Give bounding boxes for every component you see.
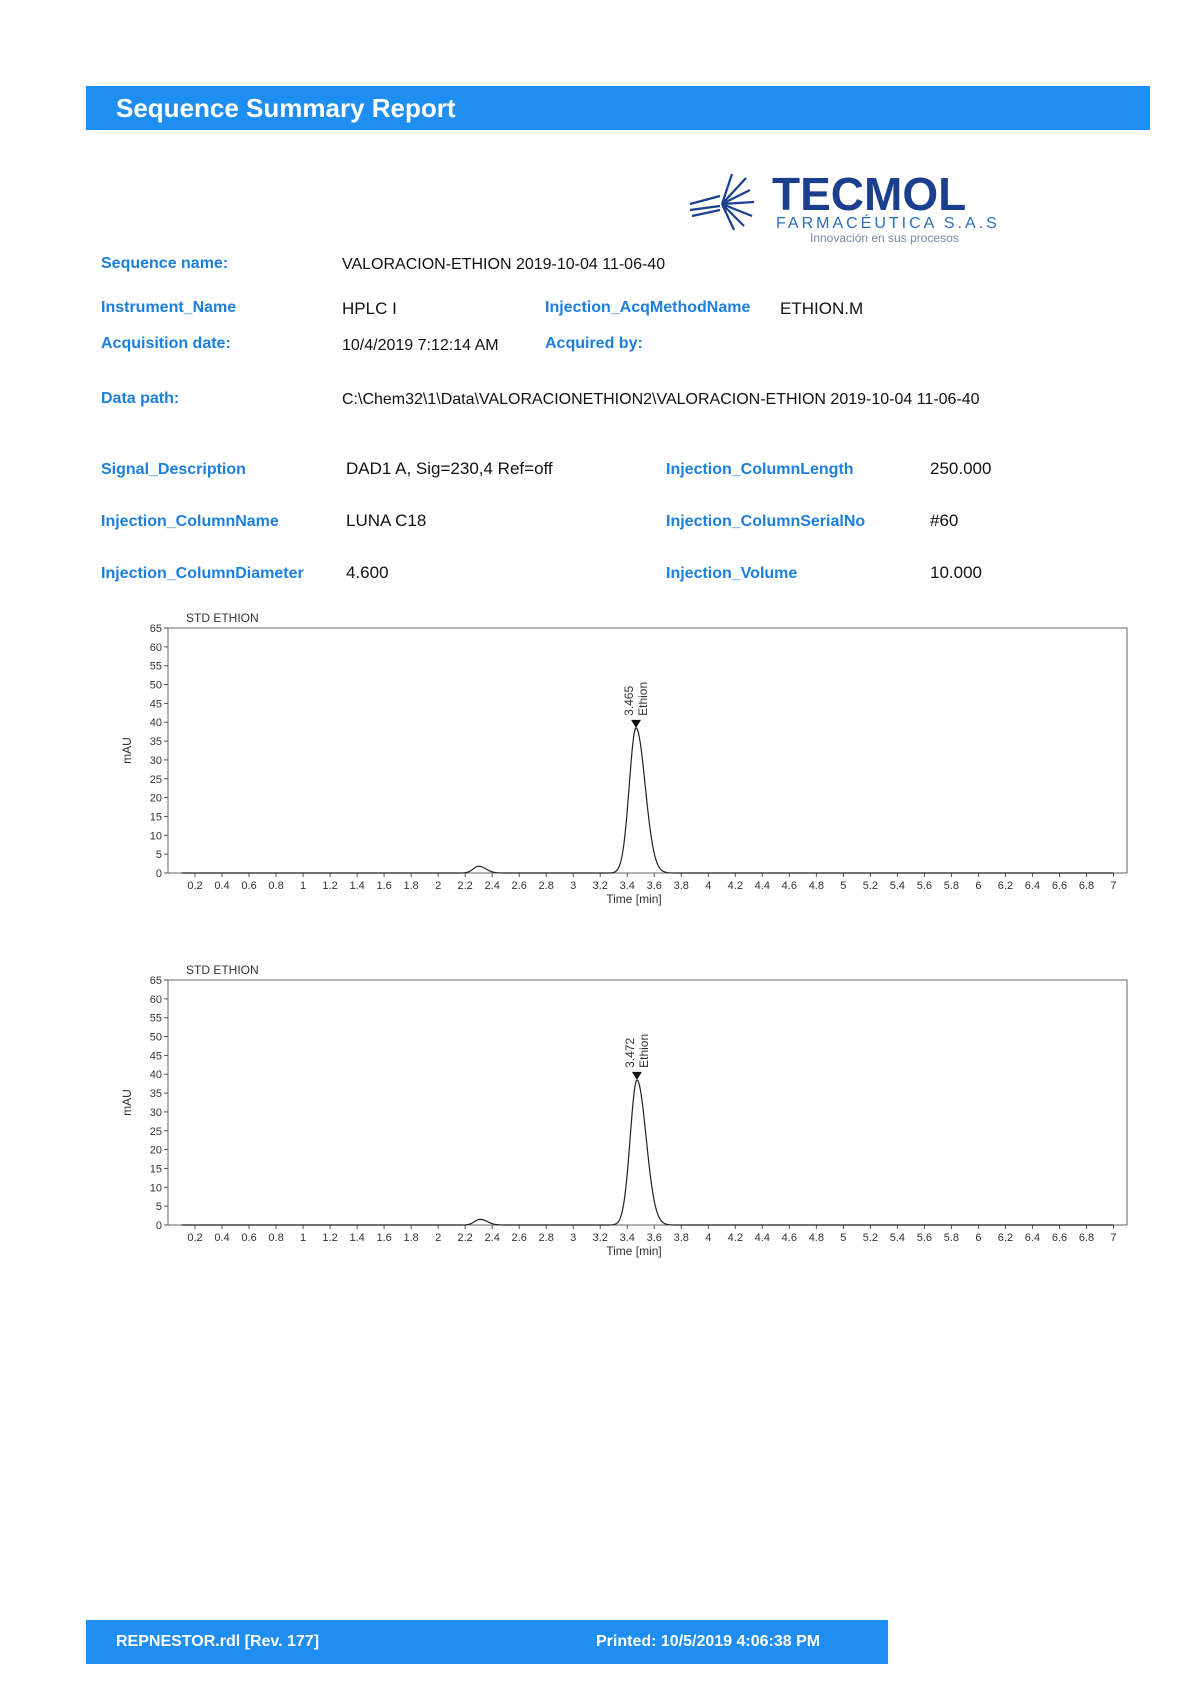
x-tick-label: 4.4 bbox=[754, 1232, 770, 1244]
x-tick-label: 4.6 bbox=[781, 880, 797, 892]
y-tick-label: 0 bbox=[155, 868, 162, 880]
report-header-bar bbox=[86, 86, 1150, 130]
signal-trace bbox=[182, 728, 1114, 873]
y-tick-label: 25 bbox=[149, 1125, 162, 1138]
peak-marker bbox=[631, 720, 641, 728]
y-tick-label: 55 bbox=[149, 1012, 162, 1025]
printed-timestamp: Printed: 10/5/2019 4:06:38 PM bbox=[596, 1633, 821, 1650]
column-name-label: Injection_ColumnName bbox=[101, 513, 279, 530]
x-tick-label: 6.6 bbox=[1051, 880, 1068, 892]
x-tick-label: 5.2 bbox=[862, 880, 879, 892]
x-tick-label: 5.4 bbox=[889, 1232, 906, 1244]
x-tick-label: 4.4 bbox=[754, 880, 770, 892]
peak-name-label: Ethion bbox=[636, 681, 651, 716]
acquired-by-label: Acquired by: bbox=[545, 335, 643, 352]
x-tick-label: 0.4 bbox=[214, 1232, 230, 1244]
x-tick-label: 5.8 bbox=[943, 880, 960, 892]
y-tick-label: 50 bbox=[149, 1031, 162, 1044]
x-tick-label: 6 bbox=[975, 880, 982, 892]
x-tick-label: 0.8 bbox=[268, 880, 284, 892]
x-tick-label: 2.2 bbox=[457, 1232, 473, 1244]
injection-volume-value: 10.000 bbox=[930, 563, 982, 582]
y-tick-label: 40 bbox=[149, 717, 162, 730]
x-tick-label: 2.4 bbox=[484, 1232, 500, 1244]
column-serial-value: #60 bbox=[930, 511, 959, 530]
instrument-name-value: HPLC I bbox=[342, 299, 397, 318]
y-tick-label: 60 bbox=[149, 993, 162, 1006]
x-tick-label: 7 bbox=[1110, 1232, 1117, 1244]
y-tick-label: 55 bbox=[149, 660, 162, 673]
x-tick-label: 1 bbox=[300, 1232, 307, 1244]
y-tick-label: 35 bbox=[149, 736, 162, 749]
peak-name-label: Ethion bbox=[636, 1033, 651, 1068]
chromatogram-1-svg bbox=[112, 608, 1136, 960]
x-tick-label: 1.8 bbox=[403, 880, 419, 892]
y-tick-label: 10 bbox=[149, 830, 162, 843]
x-tick-label: 6 bbox=[975, 1232, 982, 1244]
x-tick-label: 6.4 bbox=[1024, 880, 1041, 892]
data-path-label: Data path: bbox=[101, 390, 180, 407]
logo-subtitle-text: FARMACÉUTICA S.A.S bbox=[776, 215, 1000, 232]
x-tick-label: 2.6 bbox=[511, 1232, 527, 1244]
x-tick-label: 6.8 bbox=[1078, 880, 1095, 892]
peak-rt-label: 3.472 bbox=[622, 1037, 637, 1068]
x-tick-label: 4 bbox=[705, 1232, 712, 1244]
plot-frame bbox=[168, 628, 1127, 873]
x-tick-label: 3.2 bbox=[592, 880, 608, 892]
x-tick-label: 6.2 bbox=[997, 1232, 1014, 1244]
x-tick-label: 0.4 bbox=[214, 880, 230, 892]
column-name-value: LUNA C18 bbox=[346, 511, 427, 530]
x-tick-label: 5 bbox=[840, 1232, 847, 1244]
y-axis-label: mAU bbox=[119, 737, 134, 764]
x-tick-label: 4.6 bbox=[781, 1232, 797, 1244]
y-tick-label: 35 bbox=[149, 1088, 162, 1101]
y-tick-label: 40 bbox=[149, 1069, 162, 1082]
x-tick-label: 0.2 bbox=[187, 880, 203, 892]
x-tick-label: 2.2 bbox=[457, 880, 473, 892]
y-tick-label: 15 bbox=[149, 811, 162, 824]
x-tick-label: 1.2 bbox=[322, 1232, 338, 1244]
x-tick-label: 2.4 bbox=[484, 880, 500, 892]
x-axis-label: Time [min] bbox=[606, 892, 662, 906]
x-tick-label: 3 bbox=[570, 880, 577, 892]
logo-brand-text: TECMOL bbox=[772, 168, 967, 220]
plot-frame bbox=[168, 980, 1127, 1225]
x-tick-label: 7 bbox=[1110, 880, 1117, 892]
y-tick-label: 5 bbox=[155, 849, 162, 862]
y-tick-label: 30 bbox=[149, 754, 162, 767]
x-tick-label: 3.2 bbox=[592, 1232, 608, 1244]
x-tick-label: 6.4 bbox=[1024, 1232, 1041, 1244]
x-tick-label: 1.8 bbox=[403, 1232, 419, 1244]
report-title: Sequence Summary Report bbox=[116, 93, 456, 123]
x-tick-label: 5.8 bbox=[943, 1232, 960, 1244]
y-tick-label: 25 bbox=[149, 773, 162, 786]
x-tick-label: 1.4 bbox=[349, 880, 365, 892]
x-tick-label: 3.8 bbox=[673, 1232, 689, 1244]
column-length-label: Injection_ColumnLength bbox=[666, 461, 854, 478]
y-tick-label: 65 bbox=[149, 623, 162, 635]
x-tick-label: 0.6 bbox=[241, 880, 257, 892]
y-axis-label: mAU bbox=[119, 1089, 134, 1116]
x-tick-label: 6.2 bbox=[997, 880, 1014, 892]
x-tick-label: 2.8 bbox=[538, 880, 554, 892]
x-tick-label: 3.8 bbox=[673, 880, 689, 892]
peak-rt-label: 3.465 bbox=[622, 685, 637, 716]
x-tick-label: 5.6 bbox=[916, 880, 933, 892]
signal-trace bbox=[182, 1080, 1114, 1225]
x-tick-label: 4.2 bbox=[727, 1232, 743, 1244]
x-tick-label: 5.6 bbox=[916, 1232, 933, 1244]
chromatogram-2-svg bbox=[112, 960, 1136, 1312]
x-tick-label: 3.6 bbox=[646, 1232, 662, 1244]
x-tick-label: 3.4 bbox=[619, 880, 635, 892]
column-length-value: 250.000 bbox=[930, 459, 992, 478]
x-tick-label: 0.2 bbox=[187, 1232, 203, 1244]
x-tick-label: 1 bbox=[300, 880, 307, 892]
tecmol-logo-graphic bbox=[680, 166, 1110, 246]
chart-title: STD ETHION bbox=[186, 611, 259, 625]
company-logo bbox=[680, 166, 1110, 246]
injection-volume-label: Injection_Volume bbox=[666, 565, 798, 582]
y-tick-label: 45 bbox=[149, 1050, 162, 1063]
x-tick-label: 4.8 bbox=[808, 880, 824, 892]
y-tick-label: 10 bbox=[149, 1182, 162, 1195]
y-tick-label: 0 bbox=[155, 1220, 162, 1232]
acquisition-date-value: 10/4/2019 7:12:14 AM bbox=[342, 337, 499, 354]
y-tick-label: 30 bbox=[149, 1106, 162, 1119]
y-tick-label: 5 bbox=[155, 1201, 162, 1214]
x-tick-label: 1.6 bbox=[376, 1232, 392, 1244]
x-tick-label: 0.6 bbox=[241, 1232, 257, 1244]
y-tick-label: 45 bbox=[149, 698, 162, 711]
column-serial-label: Injection_ColumnSerialNo bbox=[666, 513, 866, 530]
acq-method-label: Injection_AcqMethodName bbox=[545, 299, 751, 316]
x-tick-label: 0.8 bbox=[268, 1232, 284, 1244]
x-tick-label: 3 bbox=[570, 1232, 577, 1244]
x-tick-label: 5 bbox=[840, 880, 847, 892]
x-tick-label: 2 bbox=[435, 880, 442, 892]
chromatogram-2 bbox=[112, 960, 1136, 1312]
data-path-value: C:\Chem32\1\Data\VALORACIONETHION2\VALORACION-ETHION 2019-10-04 11-06-40 bbox=[342, 391, 980, 408]
x-tick-label: 3.4 bbox=[619, 1232, 635, 1244]
peak-marker bbox=[632, 1072, 642, 1080]
x-tick-label: 1.6 bbox=[376, 880, 392, 892]
column-diameter-value: 4.600 bbox=[346, 563, 389, 582]
x-tick-label: 5.2 bbox=[862, 1232, 879, 1244]
x-axis-label: Time [min] bbox=[606, 1244, 662, 1258]
logo-tagline-text: Innovación en sus procesos bbox=[810, 231, 959, 245]
acquisition-date-label: Acquisition date: bbox=[101, 335, 231, 352]
chart-title: STD ETHION bbox=[186, 963, 259, 977]
x-tick-label: 5.4 bbox=[889, 880, 906, 892]
instrument-name-label: Instrument_Name bbox=[101, 299, 237, 316]
x-tick-label: 6.6 bbox=[1051, 1232, 1068, 1244]
x-tick-label: 1.2 bbox=[322, 880, 338, 892]
x-tick-label: 4.8 bbox=[808, 1232, 824, 1244]
column-diameter-label: Injection_ColumnDiameter bbox=[101, 565, 304, 582]
y-tick-label: 20 bbox=[149, 792, 162, 805]
x-tick-label: 2.8 bbox=[538, 1232, 554, 1244]
x-tick-label: 6.8 bbox=[1078, 1232, 1095, 1244]
y-tick-label: 15 bbox=[149, 1163, 162, 1176]
star-burst-icon bbox=[690, 174, 754, 230]
x-tick-label: 1.4 bbox=[349, 1232, 365, 1244]
signal-description-value: DAD1 A, Sig=230,4 Ref=off bbox=[346, 459, 553, 478]
x-tick-label: 4 bbox=[705, 880, 712, 892]
report-footer-bar bbox=[86, 1620, 888, 1664]
x-tick-label: 3.6 bbox=[646, 880, 662, 892]
sequence-name-label: Sequence name: bbox=[101, 255, 229, 272]
chromatogram-1 bbox=[112, 608, 1136, 960]
y-tick-label: 20 bbox=[149, 1144, 162, 1157]
sequence-name-value: VALORACION-ETHION 2019-10-04 11-06-40 bbox=[342, 256, 666, 273]
x-tick-label: 2 bbox=[435, 1232, 442, 1244]
y-tick-label: 65 bbox=[149, 975, 162, 987]
y-tick-label: 60 bbox=[149, 641, 162, 654]
report-file-rev: REPNESTOR.rdl [Rev. 177] bbox=[116, 1633, 320, 1650]
acq-method-value: ETHION.M bbox=[780, 299, 864, 318]
x-tick-label: 4.2 bbox=[727, 880, 743, 892]
y-tick-label: 50 bbox=[149, 679, 162, 692]
x-tick-label: 2.6 bbox=[511, 880, 527, 892]
signal-description-label: Signal_Description bbox=[101, 461, 246, 478]
